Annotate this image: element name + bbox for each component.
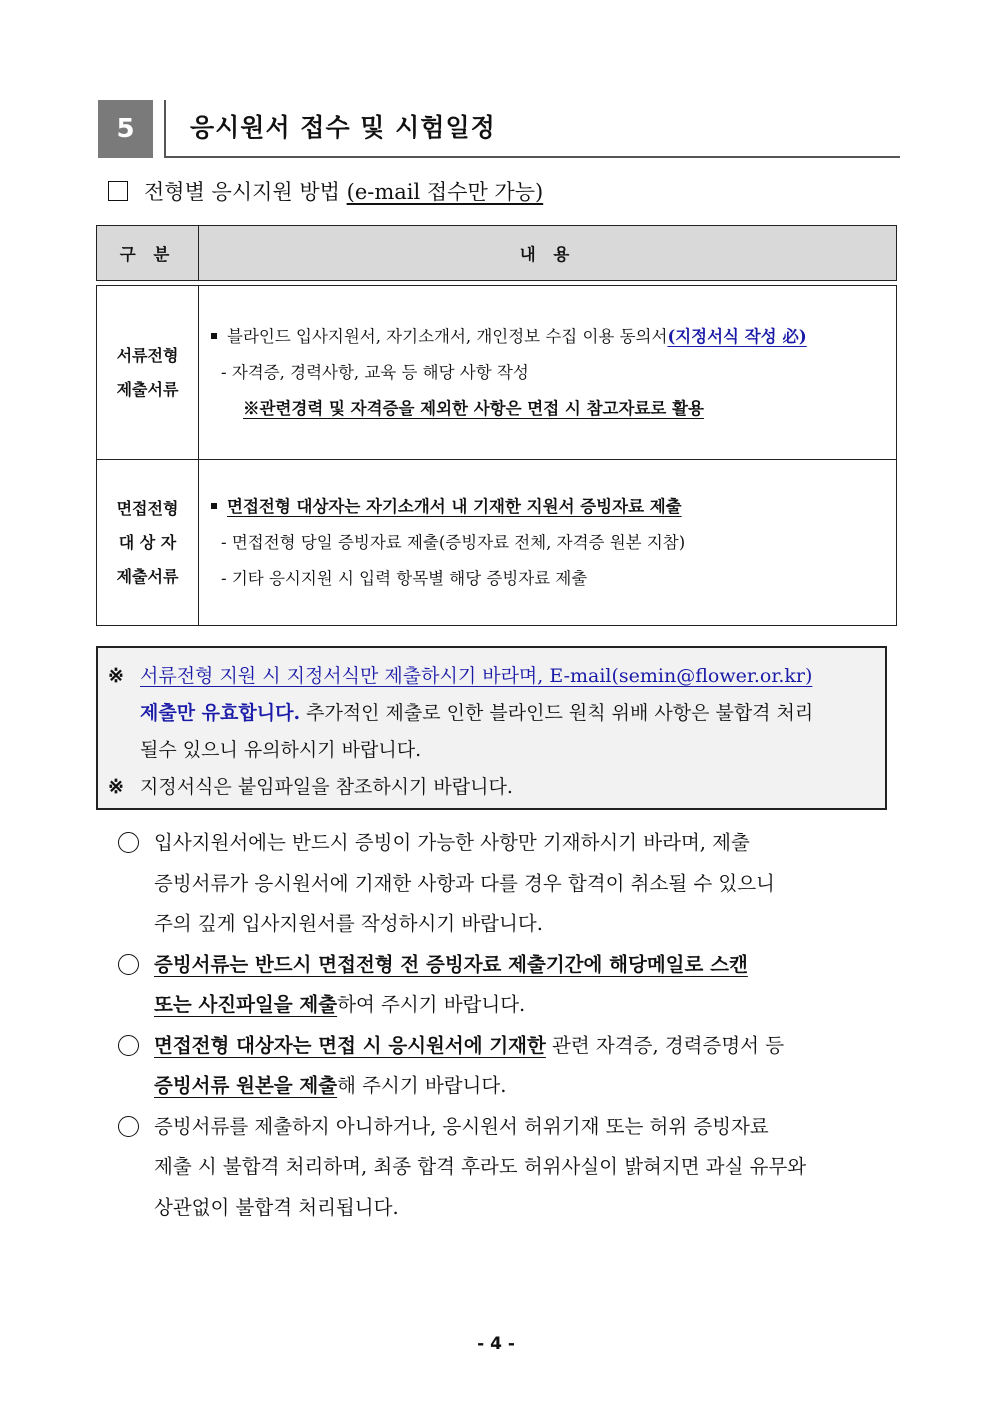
- section-header: [98, 100, 900, 160]
- reference-mark-icon: ※: [108, 776, 124, 798]
- list-item: 면접전형 대상자는 면접 시 응시원서에 기재한 관련 자격증, 경력증명서 등 증빙서류 원본을 제출해 주시기 바랍니다.: [118, 1026, 898, 1107]
- circle-bullet-icon: [118, 832, 139, 853]
- subheading-text: 전형별 응시지원 방법: [144, 180, 340, 204]
- section-title: 응시원서 접수 및 시험일정: [190, 113, 496, 142]
- application-method-table: [96, 225, 897, 626]
- instruction-list: [118, 823, 898, 1228]
- row-content: 블라인드 입사지원서, 자기소개서, 개인정보 수집 이용 동의서(지정서식 작성 必) - 자격증, 경력사항, 교육 등 해당 사항 작성 ※관련경력 및 자격증을 제외한 사항은 면접 시 참고자료로 활용: [199, 286, 897, 460]
- table-header-row: [97, 226, 897, 281]
- table-row: [97, 460, 897, 626]
- email-notice: 서류전형 지원 시 지정서식만 제출하시기 바라며, E-mail(semin@flower.or.kr): [140, 665, 813, 687]
- checkbox-square-icon: [108, 181, 128, 201]
- notice-box: ※ 서류전형 지원 시 지정서식만 제출하시기 바라며, E-mail(semin@flower.or.kr) 제출만 유효합니다. 추가적인 제출로 인한 블라인드 원칙 위배 사항은 불합격 처리 될수 있으니 유의하시기 바랍니다. ※ 지정서식은 붙임파일을 참조하시기 바랍니다.: [96, 646, 887, 810]
- row-category: 서류전형 제출서류: [97, 286, 199, 460]
- header-content: 내 용: [199, 226, 897, 281]
- circle-bullet-icon: [118, 954, 139, 975]
- square-bullet-icon: [211, 333, 217, 339]
- header-category: 구 분: [97, 226, 199, 281]
- reference-note: ※관련경력 및 자격증을 제외한 사항은 면접 시 참고자료로 활용: [243, 398, 704, 418]
- section-number: 5: [98, 100, 153, 158]
- list-item: 증빙서류는 반드시 면접전형 전 증빙자료 제출기간에 해당메일로 스캔 또는 사진파일을 제출하여 주시기 바랍니다.: [118, 945, 898, 1026]
- header-divider: [164, 100, 166, 158]
- required-form-note: (지정서식 작성 必): [667, 326, 807, 346]
- list-item: 입사지원서에는 반드시 증빙이 가능한 사항만 기재하시기 바라며, 제출 증빙서류가 응시원서에 기재한 사항과 다를 경우 합격이 취소될 수 있으니 주의 깊게 입사지원서를 작성하시기 바랍니다.: [118, 823, 898, 945]
- page-number: - 4 -: [477, 1334, 515, 1354]
- row-content: 면접전형 대상자는 자기소개서 내 기재한 지원서 증빙자료 제출 - 면접전형 당일 증빙자료 제출(증빙자료 전체, 자격증 원본 지참) - 기타 응시지원 시 입력 항목별 해당 증빙자료 제출: [199, 460, 897, 626]
- square-bullet-icon: [211, 503, 217, 509]
- table-row: [97, 286, 897, 460]
- subheading-underlined: (e-mail 접수만 가능): [346, 180, 544, 204]
- row-category: 면접전형 대 상 자 제출서류: [97, 460, 199, 626]
- list-item: 증빙서류를 제출하지 아니하거나, 응시원서 허위기재 또는 허위 증빙자료 제출 시 불합격 처리하며, 최종 합격 후라도 허위사실이 밝혀지면 과실 유무와 상관없이 불합격 처리됩니다.: [118, 1107, 898, 1229]
- circle-bullet-icon: [118, 1116, 139, 1137]
- header-underline: [164, 156, 900, 158]
- reference-mark-icon: ※: [108, 665, 124, 687]
- circle-bullet-icon: [118, 1035, 139, 1056]
- subheading: [108, 176, 543, 206]
